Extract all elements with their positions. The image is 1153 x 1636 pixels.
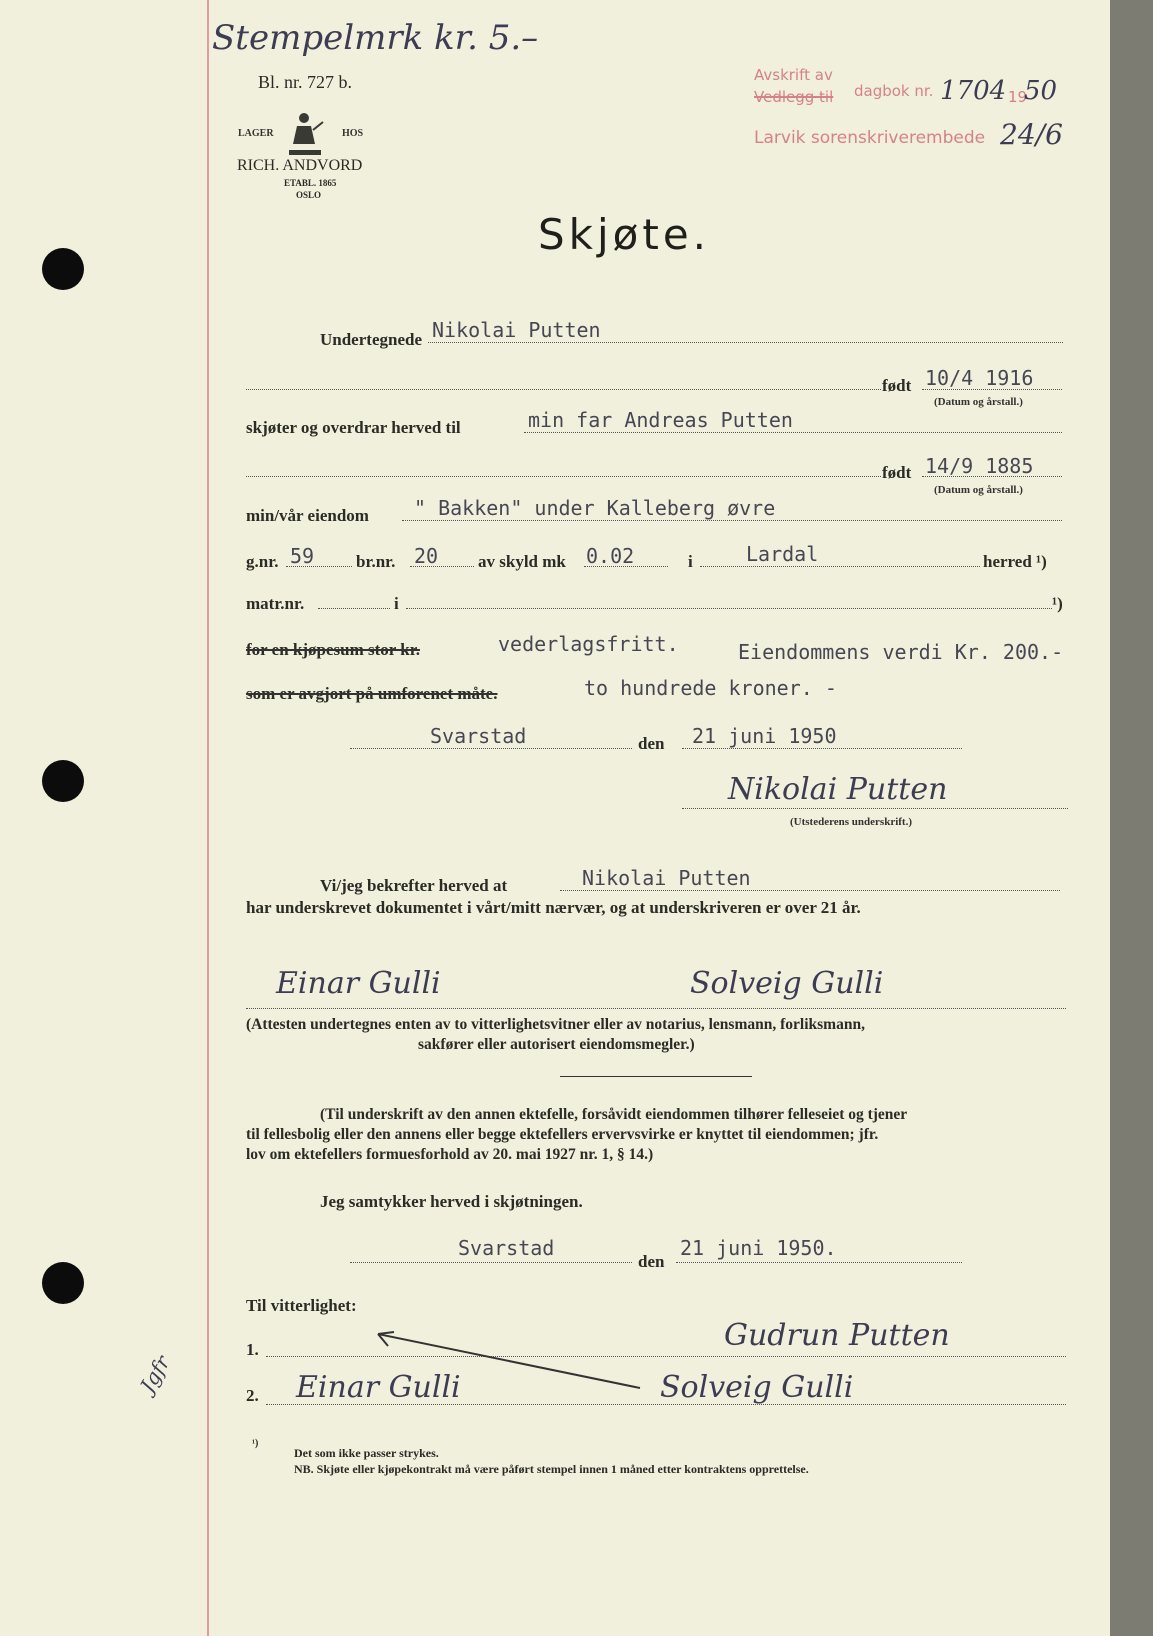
stamp-dagbok-number: 1704 — [940, 76, 1007, 106]
consent-text: Jeg samtykker herved i skjøtningen. — [320, 1192, 583, 1211]
skyld-label: av skyld mk — [478, 552, 566, 571]
section-divider — [560, 1076, 752, 1077]
punch-hole-top — [42, 248, 84, 290]
brnr-value: 20 — [414, 544, 439, 568]
vitterlighet-label: Til vitterlighet: — [246, 1296, 357, 1315]
publisher-emblem-icon — [285, 110, 327, 158]
confirm-label: Vi/jeg bekrefter herved at — [320, 876, 508, 895]
brnr-line — [410, 566, 474, 567]
spouse-line-3: lov om ektefellers formuesforhold av 20. mai 1927 nr. 1, § 14.) — [246, 1146, 654, 1163]
row-2-line — [266, 1404, 1066, 1405]
publisher-city: OSLO — [296, 190, 322, 200]
buyer-birth-fill-line — [246, 476, 881, 477]
consent-place-line — [350, 1262, 632, 1263]
seller-name: Nikolai Putten — [432, 318, 601, 342]
stamp-line-1: Avskrift av — [754, 66, 833, 84]
consent-date-line — [676, 1262, 962, 1263]
document-title: Skjøte. — [538, 210, 711, 259]
hos-label: HOS — [342, 128, 364, 139]
property-name: " Bakken" under Kalleberg øvre — [414, 496, 776, 520]
herred-line — [700, 566, 980, 567]
buyer-fodt-label: født — [882, 463, 912, 482]
margin-initials: Jgfr — [135, 1351, 175, 1397]
issuer-caption: (Utstederens underskrift.) — [790, 816, 913, 828]
confirm-name-line — [560, 890, 1060, 891]
skyld-value: 0.02 — [586, 544, 635, 568]
stamp-year-prefix: 19 — [1008, 88, 1028, 106]
consent-den-label: den — [638, 1252, 665, 1271]
gnr-line — [286, 566, 352, 567]
row-1-label: 1. — [246, 1340, 259, 1359]
brnr-label: br.nr. — [356, 552, 396, 571]
buyer-birth-line — [922, 476, 1062, 477]
consent-signature: Gudrun Putten — [724, 1318, 950, 1353]
witness-signature-2: Solveig Gulli — [690, 966, 884, 1001]
lager-label: LAGER — [238, 128, 274, 139]
den-label: den — [638, 734, 665, 753]
publisher-established: ETABL. 1865 — [284, 178, 337, 188]
witness-line — [246, 1008, 1066, 1009]
issuer-signature: Nikolai Putten — [728, 772, 948, 807]
skyld-line — [584, 566, 668, 567]
transfer-label: skjøter og overdrar herved til — [246, 418, 461, 437]
row-2-signature-2: Solveig Gulli — [660, 1370, 854, 1405]
herred-name: Lardal — [746, 542, 819, 566]
confirm-name: Nikolai Putten — [582, 866, 751, 890]
witness-signature-1: Einar Gulli — [276, 966, 441, 1001]
property-label: min/vår eiendom — [246, 506, 369, 525]
herred-i-label: i — [688, 552, 693, 571]
value-typed: Eiendommens verdi Kr. 200.- — [738, 640, 1064, 664]
seller-fodt-label: født — [882, 376, 912, 395]
spouse-line-1: (Til underskrift av den annen ektefelle, forsåvidt eiendommen tilhører felleseiet og tjener — [320, 1106, 908, 1123]
form-number: Bl. nr. 727 b. — [258, 72, 353, 92]
matr-i-label: i — [394, 594, 399, 613]
seller-name-line — [428, 342, 1063, 343]
footnote-2: NB. Skjøte eller kjøpekontrakt må være påført stempel innen 1 måned etter kontraktens opprettelse. — [294, 1462, 809, 1476]
stamp-year-suffix: 50 — [1024, 76, 1058, 106]
sign-date-line — [682, 748, 962, 749]
buyer-name-line — [524, 432, 1062, 433]
sign-date: 21 juni 1950 — [692, 724, 837, 748]
stamp-dagbok-label: dagbok nr. — [854, 82, 934, 100]
settled-printed: som er avgjort på umforenet måte. — [246, 684, 498, 703]
herred-label: herred ¹) — [983, 552, 1047, 571]
place: Svarstad — [430, 724, 527, 748]
stamp-line-2: Vedlegg til — [754, 88, 834, 106]
attest-line-2: sakfører eller autorisert eiendomsmegler.) — [418, 1036, 695, 1053]
issuer-signature-line — [682, 808, 1068, 809]
price-printed: for en kjøpesum stor kr. — [246, 640, 420, 659]
property-line — [402, 520, 1062, 521]
publisher-name: RICH. ANDVORD — [237, 157, 363, 174]
consent-place: Svarstad — [458, 1236, 555, 1260]
seller-birth-date: 10/4 1916 — [925, 366, 1034, 390]
punch-hole-bottom — [42, 1262, 84, 1304]
consent-date: 21 juni 1950. — [680, 1236, 837, 1260]
footnote-mark: ¹) — [252, 1438, 259, 1449]
handwritten-header: Stempelmrk kr. 5.– — [212, 18, 539, 58]
seller-birth-fill-line — [246, 389, 881, 390]
matr-label: matr.nr. — [246, 594, 305, 613]
row-2-label: 2. — [246, 1386, 259, 1405]
seller-date-hint: (Datum og årstall.) — [934, 396, 1023, 408]
buyer-name: min far Andreas Putten — [528, 408, 793, 432]
gnr-value: 59 — [290, 544, 315, 568]
row-2-signature-1: Einar Gulli — [296, 1370, 461, 1405]
attest-line-1: (Attesten undertegnes enten av to vitterlighetsvitner eller av notarius, lensmann, forliksmann, — [246, 1016, 865, 1033]
stamp-office: Larvik sorenskriverembede — [754, 128, 986, 148]
matr-line — [318, 608, 390, 609]
stamp-date: 24/6 — [1000, 118, 1063, 151]
matr-note: ¹) — [1052, 594, 1063, 613]
buyer-birth-date: 14/9 1885 — [925, 454, 1034, 478]
price-typed: vederlagsfritt. — [498, 632, 679, 656]
undertegnede-label: Undertegnede — [320, 330, 422, 349]
spouse-line-2: til fellesbolig eller den annens eller begge ektefellers ervervsvirke er knyttet til eiendommen; jfr. — [246, 1126, 879, 1143]
punch-hole-middle — [42, 760, 84, 802]
confirm-text: har underskrevet dokumentet i vårt/mitt nærvær, og at underskriveren er over 21 år. — [246, 898, 861, 917]
seller-birth-line — [922, 389, 1062, 390]
gnr-label: g.nr. — [246, 552, 279, 571]
footnote-1: Det som ikke passer strykes. — [294, 1446, 439, 1460]
margin-rule — [207, 0, 209, 1636]
buyer-date-hint: (Datum og årstall.) — [934, 484, 1023, 496]
value-words: to hundrede kroner. - — [584, 676, 837, 700]
place-line — [350, 748, 632, 749]
matr-place-line — [406, 608, 1052, 609]
